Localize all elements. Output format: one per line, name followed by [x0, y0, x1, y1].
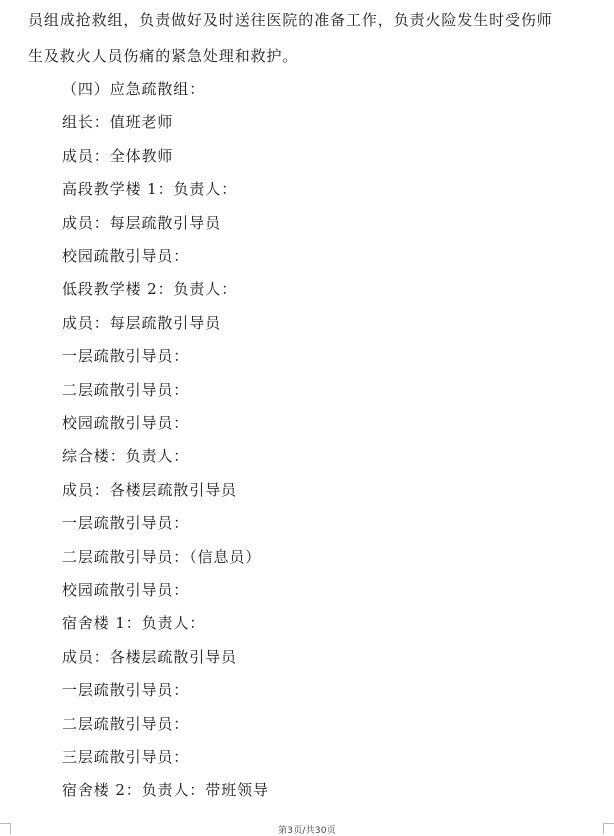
- list-item: 校园疏散引导员：: [62, 247, 190, 265]
- list-item: 组长：值班老师: [62, 113, 174, 132]
- list-item: 校园疏散引导员：: [62, 414, 190, 432]
- list-item: 二层疏散引导员：: [62, 380, 190, 399]
- list-item: （四）应急疏散组：: [62, 80, 206, 98]
- list-item: 三层疏散引导员：: [62, 748, 190, 766]
- paragraph-line: 员组成抢救组，负责做好及时送往医院的准备工作，负责火险发生时受伤师: [28, 11, 553, 29]
- list-item: 宿舍楼 1：负责人：: [62, 614, 206, 633]
- list-item: 一层疏散引导员：: [62, 347, 190, 366]
- list-item: 一层疏散引导员：: [62, 514, 190, 533]
- list-item: 成员：各楼层疏散引导员: [62, 647, 237, 666]
- page-number: 第3页/共30页: [278, 826, 336, 836]
- list-item: 综合楼：负责人：: [62, 447, 190, 466]
- list-item: 宿舍楼 2：负责人：带班领导: [62, 781, 269, 800]
- list-item: 成员：全体教师: [62, 146, 174, 165]
- list-item: 校园疏散引导员：: [62, 581, 190, 599]
- list-item: 一层疏散引导员：: [62, 681, 190, 700]
- list-item: 高段教学楼 1：负责人：: [62, 180, 238, 199]
- list-item: 成员：各楼层疏散引导员: [62, 480, 237, 499]
- list-item: 成员：每层疏散引导员: [62, 313, 222, 332]
- list-item: 二层疏散引导员：: [62, 714, 190, 733]
- paragraph-line: 生及救火人员伤痛的紧急处理和救护。: [28, 47, 299, 65]
- list-item: 二层疏散引导员：（信息员）: [62, 547, 262, 566]
- list-item: 低段教学楼 2：负责人：: [62, 280, 238, 299]
- list-item: 成员：每层疏散引导员: [62, 213, 222, 232]
